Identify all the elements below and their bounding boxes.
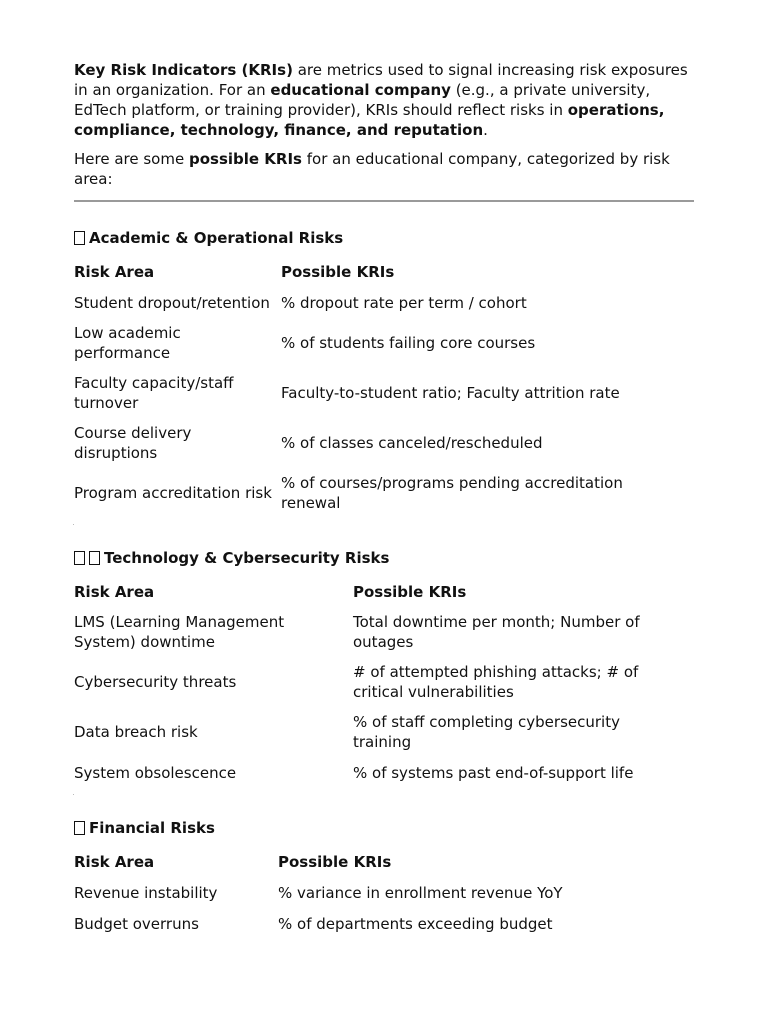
column-header-possible-kris: Possible KRIs bbox=[278, 852, 392, 871]
section-financial bbox=[74, 818, 696, 939]
section-academic-operational bbox=[74, 228, 696, 530]
table-header-row bbox=[74, 256, 641, 287]
table-row bbox=[74, 757, 653, 788]
intro-text-2: (e.g., a private university, EdTech platform, or training provider), KRIs should reflect risks in bbox=[74, 81, 651, 119]
kri-cell: # of attempted phishing attacks; # of critical vulnerabilities bbox=[353, 663, 639, 701]
table-row bbox=[74, 318, 641, 368]
intro-text-3: . bbox=[483, 121, 488, 139]
missing-glyph-icon bbox=[74, 551, 85, 565]
horizontal-rule bbox=[74, 200, 694, 202]
risk-area-cell: Course delivery disruptions bbox=[74, 424, 192, 462]
risk-area-cell: Student dropout/retention bbox=[74, 293, 270, 312]
table-end-marker bbox=[73, 524, 74, 525]
column-header-risk-area: Risk Area bbox=[74, 582, 155, 601]
table-row bbox=[74, 468, 641, 518]
kri-cell: % variance in enrollment revenue YoY bbox=[278, 883, 563, 902]
table-row bbox=[74, 908, 578, 939]
table-row bbox=[74, 877, 578, 908]
risk-area-cell: Faculty capacity/staff turnover bbox=[74, 374, 234, 412]
risk-area-cell: Program accreditation risk bbox=[74, 484, 272, 502]
kri-cell: % of systems past end-of-support life bbox=[353, 763, 634, 782]
column-header-possible-kris: Possible KRIs bbox=[353, 582, 467, 601]
section-heading-text: Technology & Cybersecurity Risks bbox=[104, 549, 390, 567]
intro-paragraph bbox=[74, 60, 696, 140]
kri-table bbox=[74, 256, 641, 518]
risk-area-cell: Cybersecurity threats bbox=[74, 673, 237, 691]
kri-table bbox=[74, 576, 653, 788]
section-technology-cybersecurity bbox=[74, 548, 696, 800]
table-row bbox=[74, 707, 653, 757]
intro-text-1: are metrics used to signal increasing risk exposures in an organization. For an bbox=[74, 61, 688, 99]
table-row bbox=[74, 657, 653, 707]
table-header-row bbox=[74, 576, 653, 607]
table-row bbox=[74, 607, 653, 657]
column-header-risk-area: Risk Area bbox=[74, 262, 155, 281]
section-heading-text: Financial Risks bbox=[89, 819, 215, 837]
section-heading bbox=[74, 818, 696, 838]
intro-bold-areas: operations, compliance, technology, finance, and reputation bbox=[74, 101, 665, 139]
kri-cell: % of classes canceled/rescheduled bbox=[281, 434, 543, 452]
section-heading bbox=[74, 548, 696, 568]
intro-bold-company: educational company bbox=[270, 81, 451, 99]
column-header-risk-area: Risk Area bbox=[74, 852, 155, 871]
table-row bbox=[74, 418, 641, 468]
table-header-row bbox=[74, 846, 578, 877]
kri-cell: % dropout rate per term / cohort bbox=[281, 293, 527, 312]
section-heading-text: Academic & Operational Risks bbox=[89, 229, 344, 247]
risk-area-cell: Revenue instability bbox=[74, 883, 218, 902]
lead-text-2: for an educational company, categorized by risk area: bbox=[74, 150, 670, 188]
column-header-possible-kris: Possible KRIs bbox=[281, 262, 395, 281]
table-row bbox=[74, 287, 641, 318]
risk-area-cell: Low academic performance bbox=[74, 324, 181, 362]
kri-cell: Total downtime per month; Number of outages bbox=[353, 613, 640, 651]
risk-area-cell: LMS (Learning Management System) downtime bbox=[74, 613, 285, 651]
kri-table bbox=[74, 846, 578, 939]
lead-bold: possible KRIs bbox=[188, 150, 302, 168]
missing-glyph-icon bbox=[89, 551, 100, 565]
section-heading bbox=[74, 228, 696, 248]
kri-cell: % of students failing core courses bbox=[281, 334, 536, 352]
kri-cell: Faculty-to-student ratio; Faculty attrition rate bbox=[281, 384, 620, 402]
missing-glyph-icon bbox=[74, 231, 85, 245]
risk-area-cell: System obsolescence bbox=[74, 763, 237, 782]
risk-area-cell: Data breach risk bbox=[74, 723, 198, 741]
document-page bbox=[74, 60, 696, 939]
kri-cell: % of courses/programs pending accreditation renewal bbox=[281, 474, 623, 512]
lead-paragraph bbox=[74, 149, 696, 189]
missing-glyph-icon bbox=[74, 821, 85, 835]
kri-cell: % of staff completing cybersecurity training bbox=[353, 713, 620, 751]
intro-bold-kri: Key Risk Indicators (KRIs) bbox=[74, 61, 293, 79]
kri-cell: % of departments exceeding budget bbox=[278, 914, 553, 933]
table-end-marker bbox=[73, 794, 74, 795]
table-row bbox=[74, 368, 641, 418]
risk-area-cell: Budget overruns bbox=[74, 914, 199, 933]
lead-text-1: Here are some bbox=[74, 150, 189, 168]
